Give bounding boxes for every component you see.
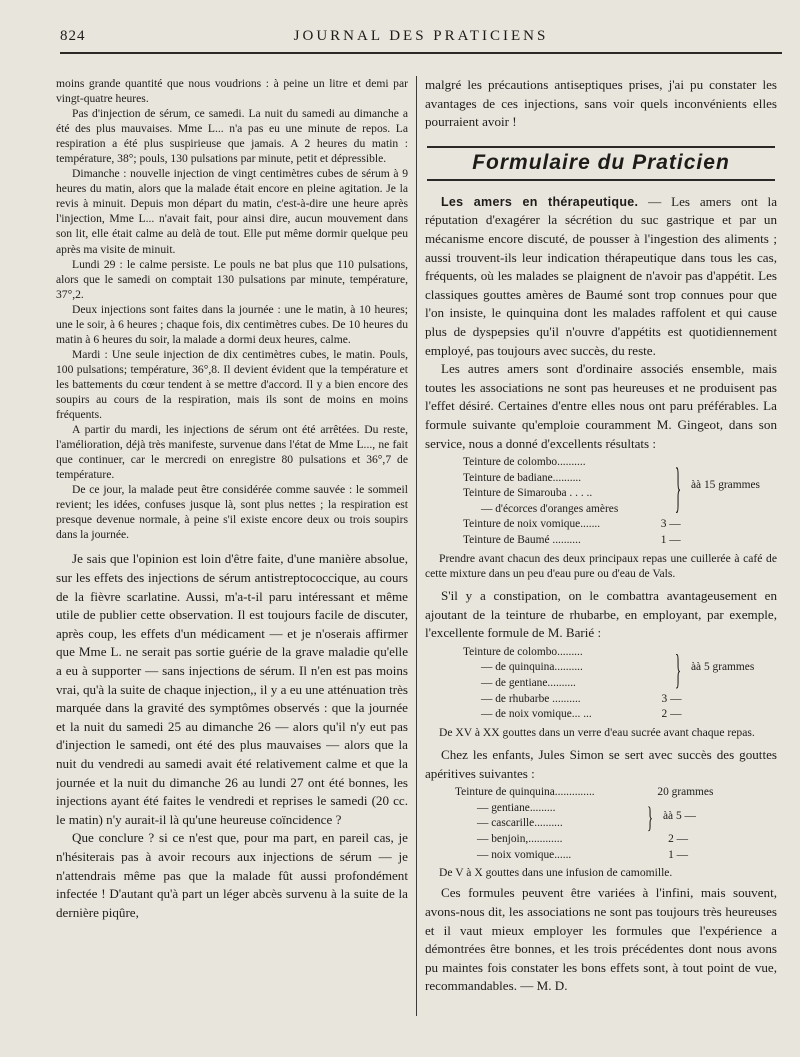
formula-group xyxy=(463,645,777,692)
formula-row xyxy=(455,785,777,801)
ingredient: Teinture de quinquina.............. xyxy=(455,786,595,799)
dosage-note: De XV à XX gouttes dans un verre d'eau sucrée avant chaque repas. xyxy=(439,725,755,739)
formula-row xyxy=(463,517,777,533)
ingredient: Teinture de badiane.......... xyxy=(463,471,582,484)
ingredient: — noix vomique...... xyxy=(477,848,572,861)
section-title: Formulaire du Praticien xyxy=(427,146,775,181)
brace-icon: } xyxy=(646,799,654,834)
ingredient: — d'écorces d'oranges amères xyxy=(481,502,619,515)
formula-row xyxy=(455,848,777,864)
ingredient: Teinture de noix vomique....... xyxy=(463,518,601,531)
ingredient: — benjoin,............ xyxy=(477,832,563,845)
formula-barie xyxy=(425,645,777,723)
quantity: 2 — xyxy=(661,708,682,721)
paragraph: Dimanche : nouvelle injection de vingt centimètres cubes de sérum à 9 heures du matin, alors que la malade était encore en pleine agitation. Je la revis à minuit. Depuis mon départ du matin, c'est-à-dire une heure après l'injection, Mme L... n'avait fait, pour ainsi dire, aucun mouvement dans son lit, elle était calme au delà de tout. Elle put même dormir quelque peu après ma visite de minuit. xyxy=(56,167,408,256)
quantity: 3 — xyxy=(660,518,681,531)
paragraph: De ce jour, la malade peut être considérée comme sauvée : le sommeil revient; les idées, confuses jusque là, sont plus nettes ; la respiration est presque devenue normale, à peine s'il existe encore deux ou trois soupirs dans la journée. xyxy=(56,483,408,542)
dosage-note: De V à X gouttes dans une infusion de camomille. xyxy=(439,866,673,880)
paragraph: Mardi : Une seule injection de dix centimètres cubes, le matin. Pouls, 100 pulsations; température, 36°,8. Il devient évident que la température et les battements du cœur tendent à se mettre d'accord. Il y a bien encore des soupirs au cours de la respiration, mais ils sont de moins en moins fréquents. xyxy=(56,347,408,422)
observation-notes xyxy=(56,76,408,542)
formula-group xyxy=(463,455,777,517)
ingredient: Teinture de Baumé .......... xyxy=(463,534,581,547)
paragraph xyxy=(425,193,777,360)
quantity: 1 — xyxy=(660,534,681,547)
quantity: 1 — xyxy=(668,848,688,861)
paragraph: A partir du mardi, les injections de sérum ont été arrêtées. Du reste, l'amélioration, déjà très manifeste, survenue dans l'état de Mme L..., ne fait que continuer, car le mercredi on enregistre 80 pulsations et 36°,7 de température. xyxy=(56,423,408,482)
paragraph: Les autres amers sont d'ordinaire associés ensemble, mais toutes les associations ne sont pas heureuses et ne produisent pas l'effet désiré. Certaines d'entre elles nous ont paru préférables. La formule suivante qu'emploie couramment M. Gingeot, dans son service, nous a donné d'excellents résultats : xyxy=(425,361,777,451)
spacer xyxy=(56,542,408,550)
quantity: 2 — xyxy=(668,832,688,845)
ingredient: Teinture de Simarouba . . . .. xyxy=(463,487,593,500)
paragraph: moins grande quantité que nous voudrions : à peine un litre et demi par vingt-quatre heures. xyxy=(56,77,408,106)
formula-row xyxy=(463,533,777,549)
discussion xyxy=(56,550,408,922)
formula-row xyxy=(463,707,777,723)
paragraph: Je sais que l'opinion est loin d'être faite, d'une manière absolue, sur les effets des injections de sérum antistreptococcique, au cours de la fièvre scarlatine. Aussi, m'a-t-il paru intéressant et même utile de publier cette observation. Il est toujours facile de discuter, après coup, les effets d'un médicament — et je n'oserais affirmer que Mme L. ne serait pas sortie guérie de la grave maladie qu'elle a eu à supporter — sans injections de sérum. Il n'en est pas moins vrai, qu'à la suite de chaque injection,, il y a eu une atténuation très marquée dans la gravité des symptômes observés : que la journée et la nuit du samedi 25 au dimanche 26 — alors qu'il n'y eut pas d'injection le samedi, ont été des plus mauvaises — alors que la nuit du vendredi au samedi avait été relativement calme et que la journée et la nuit du dimanche 26 au lundi 27 ont été bonnes, les injections ayant été faites le vendredi et reprises le samedi (20 cc. le matin) n'y aurait-il là qu'une heureuse coïncidence ? xyxy=(56,551,408,827)
paragraph: S'il y a constipation, on le combattra avantageusement en ajoutant de la teinture de rhubarbe, en employant, par exemple, l'excellente formule de M. Barié : xyxy=(425,588,777,641)
ingredient: — de gentiane.......... xyxy=(481,677,576,690)
ingredient: Teinture de colombo......... xyxy=(463,645,583,658)
quantity: àà 5 grammes xyxy=(691,661,755,674)
quantity: àà 15 grammes xyxy=(691,479,760,492)
formula-simon xyxy=(425,785,777,863)
ingredient: — de noix vomique... ... xyxy=(481,708,592,721)
formula-group xyxy=(455,801,777,832)
paragraph: Pas d'injection de sérum, ce samedi. La nuit du samedi au dimanche a été des plus mauvaises. Mme L... n'a pas eu une minute de repos. La respiration a été plus suspirieuse que jamais. A 2 heures du matin : température, 38°; pouls, 130 pulsations par minute, petit et dépressible. xyxy=(56,107,408,166)
page-header xyxy=(60,28,782,54)
ingredient: Teinture de colombo.......... xyxy=(463,456,586,469)
formula-row xyxy=(455,832,777,848)
brace-icon: } xyxy=(674,644,682,693)
paragraph: Que conclure ? si ce n'est que, pour ma part, en pareil cas, je n'hésiterais pas à avoir recours aux injections de sérum — je n'attendrais même pas que la malade fût aussi profondément infectée ! D'autant qu'à part un léger abcès survenu à la suite de la dernière piqûre, xyxy=(56,830,408,920)
ingredient: — gentiane......... xyxy=(477,801,556,814)
paragraph: Lundi 29 : le calme persiste. Le pouls ne bat plus que 110 pulsations, alors que le samedi on comptait 130 pulsations par minute, température, 37°,2. xyxy=(56,257,408,301)
quantity: 3 — xyxy=(661,692,682,705)
page-number: 824 xyxy=(60,28,86,44)
paragraph: Ces formules peuvent être variées à l'infini, mais souvent, avons-nous dit, les associations ne sont pas toujours très heureuses et il vaut mieux employer les formules que l'expérience a démontrées être bonnes, et les trois précédentes dont nous avons pu maintes fois constater les bons effets sont, à tout point de vue, recommandables. — M. D. xyxy=(425,885,777,994)
right-column xyxy=(425,76,777,1043)
continuation-paragraph: malgré les précautions antiseptiques prises, j'ai pu constater les avantages de ces injections, sans voir quels inconvénients elles pourraient avoir ! xyxy=(425,77,777,130)
paragraph-text: — Les amers ont la réputation d'exagérer la sécrétion du suc gastrique et par un mécanisme encore discuté, de pousser à l'ingestion des aliments ; aussi trouvent-ils leur indication thérapeutique dans tous les cas, fréquents, où les malades se plaignent de n'avoir pas d'appétit. Les classiques gouttes amères de Baumé sont trop connues pour que l'on insiste, le quinquina dont les malades raffolent et qui cause plus de dyspepsies qu'il n'ouvre d'appétits est quotidiennement employé, pas toujours avec succès, du reste. xyxy=(425,193,777,358)
quantity: 20 grammes xyxy=(657,786,714,799)
subhead: Les amers en thérapeutique. xyxy=(441,194,639,209)
left-column xyxy=(56,76,408,1043)
paragraph: Chez les enfants, Jules Simon se sert avec succès des gouttes apéritives suivantes : xyxy=(425,747,777,781)
dosage-note: Prendre avant chacun des deux principaux repas une cuillerée à café de cette mixture dans un peu d'eau pure ou d'eau de Vals. xyxy=(425,551,777,580)
journal-title: JOURNAL DES PRATICIENS xyxy=(293,28,549,44)
quantity: àà 5 — xyxy=(663,809,696,822)
paragraph: Deux injections sont faites dans la journée : une le matin, à 10 heures; une le soir, à 6 heures ; chaque fois, dix centimètres cubes. De 10 heures du matin à 6 heures du soir, la malade a dormi deux heures, calme. xyxy=(56,302,408,346)
ingredient: — de rhubarbe .......... xyxy=(481,692,581,705)
formula-gingeot xyxy=(425,455,777,549)
column-divider xyxy=(416,76,417,1016)
ingredient: — cascarille.......... xyxy=(477,817,563,830)
ingredient: — de quinquina.......... xyxy=(481,661,583,674)
formula-row xyxy=(463,692,777,708)
brace-icon: } xyxy=(674,454,682,518)
